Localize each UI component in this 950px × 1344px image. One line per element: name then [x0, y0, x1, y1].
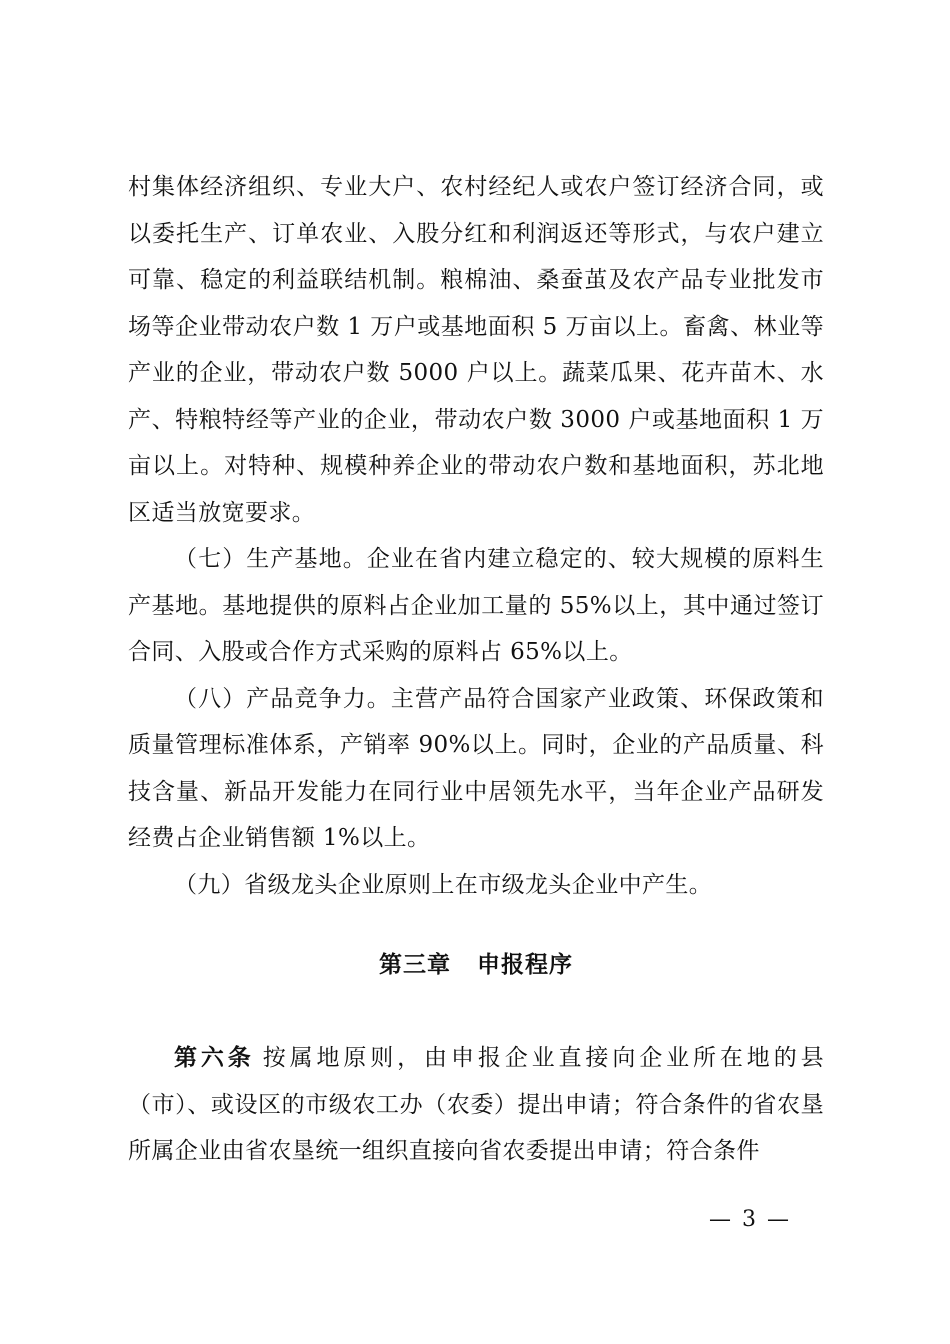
paragraph-provincial-origin: （九）省级龙头企业原则上在市级龙头企业中产生。 [174, 871, 713, 898]
paragraph-production-base: （七）生产基地。企业在省内建立稳定的、较大规模的原料生产基地。基地提供的原料占企业加工量的 55%以上，其中通过签订合同、入股或合作方式采购的原料占 65%以上。 [128, 546, 824, 665]
chapter-number: 第三章 [379, 952, 451, 978]
article-label: 第六条 [174, 1045, 255, 1071]
article-text: 按属地原则，由申报企业直接向企业所在地的县（市）、或设区的市级农工办（农委）提出申请；符合条件的省农垦所属企业由省农垦统一组织直接向省农委提出申请；符合条件 [128, 1045, 824, 1164]
page-number: — 3 — [709, 1207, 791, 1232]
paragraph-product-competitiveness: （八）产品竞争力。主营产品符合国家产业政策、环保政策和质量管理标准体系，产销率 90%以上。同时，企业的产品质量、科技含量、新品开发能力在同行业中居领先水平，当年企业产品研发经费占企业销售额 1%以上。 [128, 685, 824, 851]
article-six [128, 1035, 824, 1175]
body-text [128, 164, 824, 908]
paragraph-benefit-linkage: 村集体经济组织、专业大户、农村经纪人或农户签订经济合同，或以委托生产、订单农业、入股分红和利润返还等形式，与农户建立可靠、稳定的利益联结机制。粮棉油、桑蚕茧及农产品专业批发市场等企业带动农户数 1 万户或基地面积 5 万亩以上。畜禽、林业等产业的企业，带动农户数 5000 户以上。蔬菜瓜果、花卉苗木、水产、特粮特经等产业的企业，带动农户数 3000 户或基地面积 1 万亩以上。对特种、规模种养企业的带动农户数和基地面积，苏北地区适当放宽要求。 [128, 174, 824, 526]
chapter-title-text: 申报程序 [477, 952, 573, 978]
chapter-heading [128, 945, 824, 985]
